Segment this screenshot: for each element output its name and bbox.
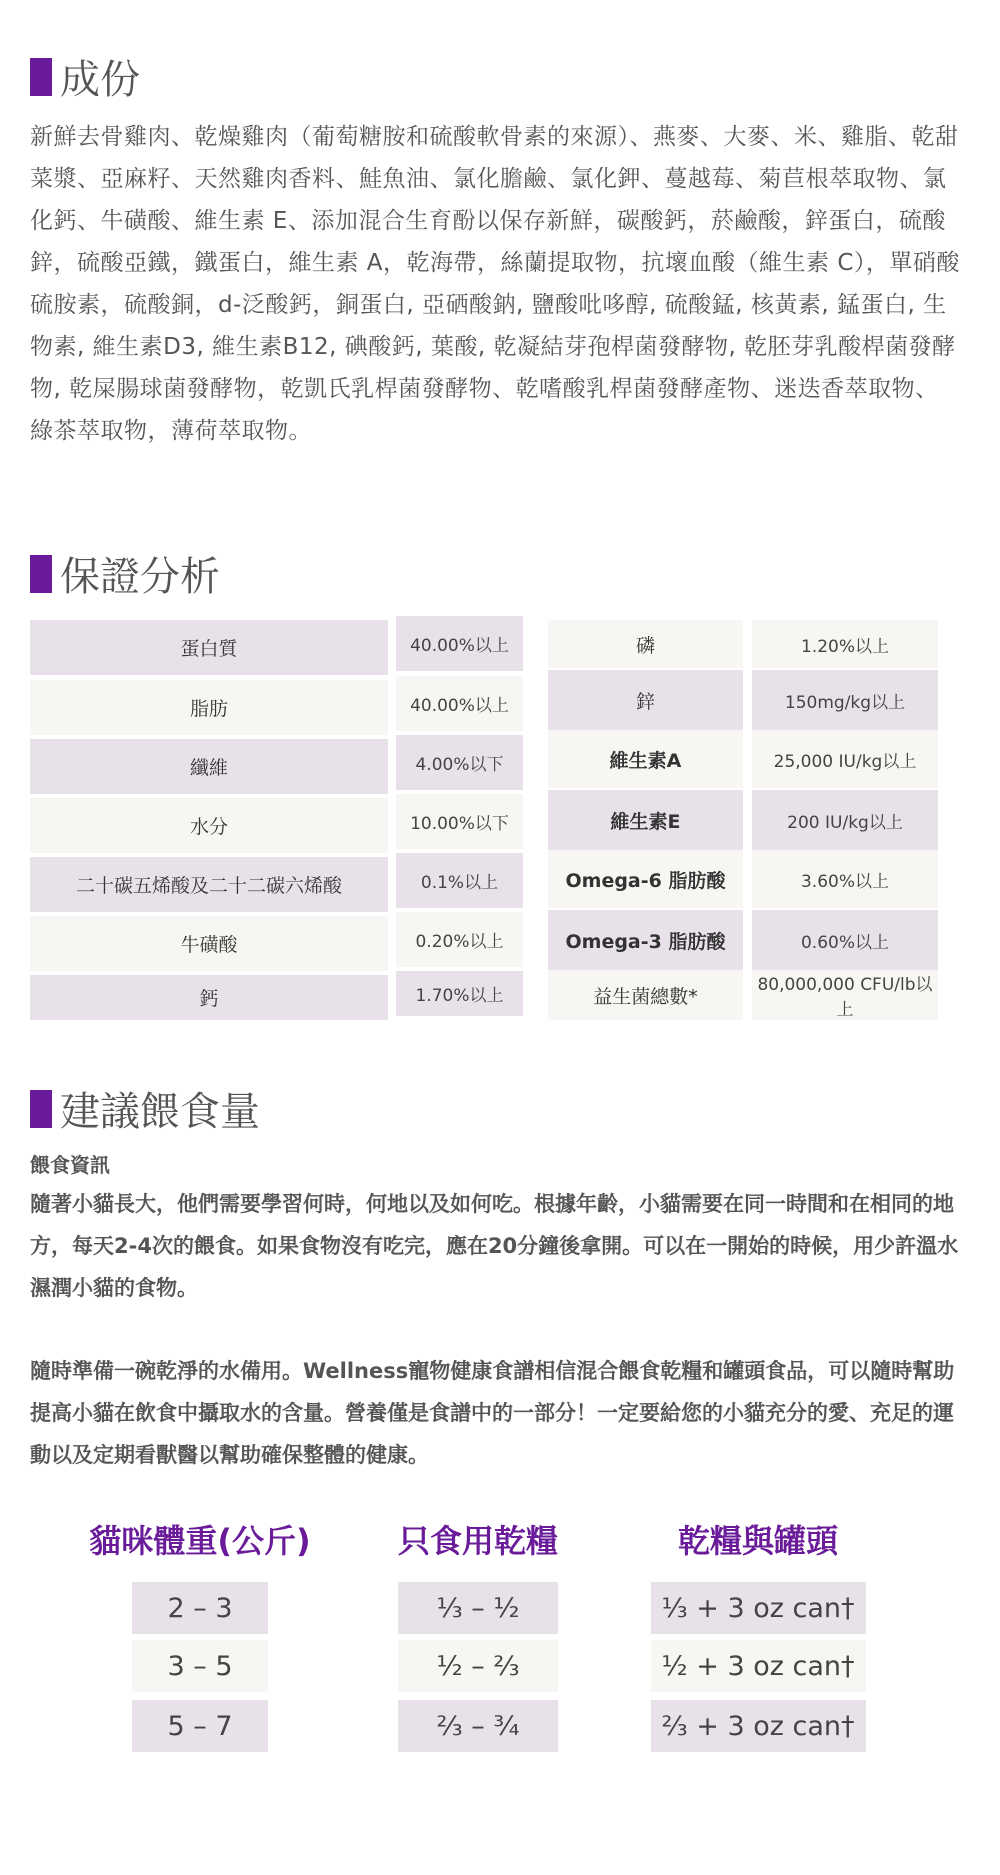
analysis-label: 磷 [548, 620, 743, 668]
feeding-cell: 2 – 3 [132, 1582, 268, 1634]
feeding-heading [30, 1080, 260, 1137]
feeding-paragraph-1: 隨著小貓長大，他們需要學習何時，何地以及如何吃。根據年齡，小貓需要在同一時間和在相同的地方，每天2-4次的餵食。如果食物沒有吃完，應在20分鐘後拿開。可以在一開始的時候，用少許溫水濕潤小貓的食物。 [30, 1192, 959, 1300]
analysis-label: 鈣 [30, 975, 388, 1020]
analysis-value: 1.20%以上 [752, 620, 938, 668]
analysis-label: 益生菌總數* [548, 970, 743, 1020]
heading-marker [30, 555, 52, 593]
analysis-label: 維生素E [548, 790, 743, 850]
feeding-cell: 5 – 7 [132, 1700, 268, 1752]
analysis-label: 牛磺酸 [30, 916, 388, 971]
feeding-paragraph-2: 隨時準備一碗乾淨的水備用。Wellness寵物健康食譜相信混合餵食乾糧和罐頭食品，可以隨時幫助提高小貓在飲食中攝取水的含量。營養僅是食譜中的一部分！一定要給您的小貓充分的愛、充足的運動以及定期看獸醫以幫助確保整體的健康。 [30, 1359, 955, 1467]
analysis-value: 150mg/kg以上 [752, 670, 938, 730]
analysis-label: 蛋白質 [30, 620, 388, 675]
analysis-value: 0.60%以上 [752, 910, 938, 970]
feeding-column-header: 乾糧與罐頭 [677, 1522, 838, 1560]
feeding-cell: ⅓ + 3 oz can† [651, 1582, 866, 1634]
feeding-cell: ⅓ – ½ [398, 1582, 558, 1634]
analysis-label: 維生素A [548, 730, 743, 788]
analysis-label: Omega-3 脂肪酸 [548, 910, 743, 970]
analysis-value: 1.70%以上 [396, 971, 523, 1016]
analysis-value: 80,000,000 CFU/lb以上 [752, 970, 938, 1020]
analysis-label: 脂肪 [30, 680, 388, 735]
feeding-cell: ⅔ + 3 oz can† [651, 1700, 866, 1752]
analysis-value: 3.60%以上 [752, 850, 938, 908]
analysis-value: 40.00%以上 [396, 676, 523, 731]
analysis-value: 0.20%以上 [396, 912, 523, 967]
feeding-column-header: 只食用乾糧 [397, 1522, 558, 1560]
heading-marker [30, 58, 52, 96]
analysis-value: 200 IU/kg以上 [752, 790, 938, 850]
analysis-title: 保證分析 [60, 554, 220, 600]
feeding-cell: ½ + 3 oz can† [651, 1640, 866, 1692]
feeding-cell: ½ – ⅔ [398, 1640, 558, 1692]
feeding-column-header: 貓咪體重(公斤) [89, 1522, 311, 1560]
analysis-label: Omega-6 脂肪酸 [548, 850, 743, 908]
feeding-title: 建議餵食量 [60, 1089, 260, 1135]
analysis-value: 25,000 IU/kg以上 [752, 730, 938, 788]
analysis-value: 10.00%以下 [396, 794, 523, 849]
analysis-value: 40.00%以上 [396, 616, 523, 671]
feeding-cell: ⅔ – ¾ [398, 1700, 558, 1752]
feeding-cell: 3 – 5 [132, 1640, 268, 1692]
heading-marker [30, 1090, 52, 1128]
ingredients-text: 新鮮去骨雞肉、乾燥雞肉（葡萄糖胺和硫酸軟骨素的來源）、燕麥、大麥、米、雞脂、乾甜菜漿、亞麻籽、天然雞肉香料、鮭魚油、氯化膽鹼、氯化鉀、蔓越莓、菊苣根萃取物、氯化鈣、牛磺酸、維生素 E、添加混合生育酚以保存新鮮，碳酸鈣，菸鹼酸，鋅蛋白，硫酸鋅，硫酸亞鐵，鐵蛋白，維生素 A，乾海帶，絲蘭提取物，抗壞血酸（維生素 C），單硝酸硫胺素，硫酸銅，d-泛酸鈣，銅蛋白, 亞硒酸鈉, 鹽酸吡哆醇, 硫酸錳, 核黃素, 錳蛋白, 生物素, 維生素D3, 維生素B12, 碘酸鈣, 葉酸, 乾凝結芽孢桿菌發酵物, 乾胚芽乳酸桿菌發酵物, 乾屎腸球菌發酵物，乾凱氏乳桿菌發酵物、乾嗜酸乳桿菌發酵產物、迷迭香萃取物、綠茶萃取物，薄荷萃取物。 [30, 124, 960, 444]
analysis-label: 鋅 [548, 670, 743, 730]
ingredients-title: 成份 [60, 57, 140, 103]
analysis-value: 0.1%以上 [396, 853, 523, 908]
analysis-label: 二十碳五烯酸及二十二碳六烯酸 [30, 857, 388, 912]
ingredients-heading [30, 48, 140, 105]
analysis-value: 4.00%以下 [396, 735, 523, 790]
analysis-label: 水分 [30, 798, 388, 853]
analysis-label: 纖維 [30, 739, 388, 794]
feeding-subheading: 餵食資訊 [30, 1153, 110, 1177]
analysis-heading [30, 545, 220, 602]
